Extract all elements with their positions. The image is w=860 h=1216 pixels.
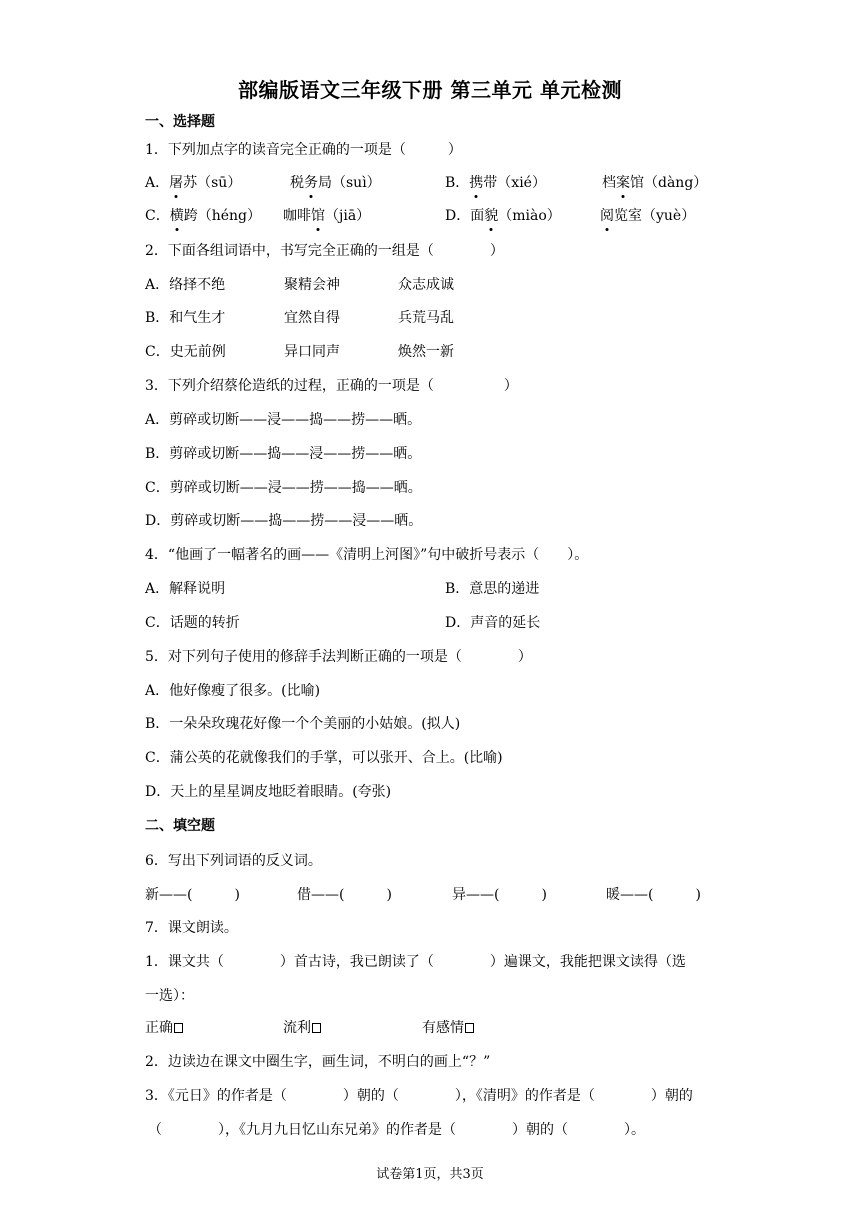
antonym-blank: 新——( ) <box>145 887 240 903</box>
question-5-stem: 5．对下列句子使用的修辞手法判断正确的一项是（ ） <box>145 649 532 665</box>
question-4-stem: 4．“他画了一幅著名的画——《清明上河图》”句中破折号表示（ ）。 <box>145 547 589 563</box>
question-3-stem: 3．下列介绍蔡伦造纸的过程，正确的一项是（ ） <box>145 378 518 394</box>
question-7-sub3-line2: （ ），《九月九日忆山东兄弟》的作者是（ ）朝的（ ）。 <box>148 1122 645 1138</box>
option-1b-part2: 档案馆（dàng） <box>602 175 708 191</box>
word: A．络择不绝 <box>145 277 226 293</box>
option-1c-part2: 咖啡馆（jiā） <box>283 208 371 224</box>
word: C．史无前例 <box>145 344 226 360</box>
section-heading-fill: 二、填空题 <box>145 818 215 834</box>
word: 兵荒马乱 <box>398 310 454 326</box>
question-3-option-a: A．剪碎或切断——浸——捣——捞——晒。 <box>145 412 422 428</box>
question-7-sub2: 2．边读边在课文中圈生字，画生词，不明白的画上“？” <box>145 1054 491 1070</box>
question-5-option-b: B．一朵朵玫瑰花好像一个个美丽的小姑娘。(拟人) <box>145 716 461 732</box>
option-4a: A．解释说明 <box>145 581 226 597</box>
checkbox-icon[interactable] <box>174 1023 183 1033</box>
question-7-sub3-line1: 3．《元日》的作者是（ ）朝的（ ），《清明》的作者是（ ）朝的 <box>145 1088 693 1104</box>
question-4-row-ab <box>145 579 745 599</box>
question-1-stem: 1．下列加点字的读音完全正确的一项是（ ） <box>145 142 462 158</box>
antonym-blank: 暖——( ) <box>606 887 701 903</box>
word: 异口同声 <box>284 344 340 360</box>
question-6-items <box>145 885 725 905</box>
dotted-char: 案 <box>616 175 630 191</box>
question-1-row-ab <box>145 173 745 193</box>
option-1d-part2: 阅览室（yuè） <box>600 208 696 224</box>
option-4d: D．声音的延长 <box>445 615 541 631</box>
word: 焕然一新 <box>398 344 454 360</box>
question-1-row-cd <box>145 206 745 226</box>
question-3-option-d: D．剪碎或切断——捣——捞——浸——晒。 <box>145 513 423 529</box>
question-3-option-c: C．剪碎或切断——浸——捞——捣——晒。 <box>145 480 422 496</box>
checkbox-icon[interactable] <box>465 1023 474 1033</box>
checkbox-icon[interactable] <box>312 1023 321 1033</box>
antonym-blank: 借——( ) <box>297 887 392 903</box>
question-3-option-b: B．剪碎或切断——捣——浸——捞——晒。 <box>145 446 422 462</box>
question-7-sub1-line2: 一选）： <box>145 988 194 1004</box>
question-7-stem: 7．课文朗读。 <box>145 920 238 936</box>
choice-correct[interactable]: 正确 <box>145 1020 183 1036</box>
dotted-char: 貌 <box>484 208 499 224</box>
antonym-blank: 异——( ) <box>452 887 547 903</box>
option-1c-part1: C．横跨（héng） <box>145 208 261 224</box>
question-7-sub1-line1: 1．课文共（ ）首古诗，我已朗读了（ ）遍课文，我能把课文读得（选 <box>145 954 686 970</box>
dotted-char: 馆 <box>311 208 325 224</box>
option-4b: B．意思的递进 <box>445 581 540 597</box>
word: B．和气生才 <box>145 310 226 326</box>
dotted-char: 阅 <box>600 208 614 224</box>
dotted-char: 携 <box>469 175 484 191</box>
option-1a-part2: 税务局（suì） <box>290 175 381 191</box>
question-5-option-c: C．蒲公英的花就像我们的手掌，可以张开、合上。(比喻) <box>145 750 503 766</box>
option-1d-part1: D．面貌（miào） <box>445 208 561 224</box>
question-2-option-b <box>145 308 645 328</box>
question-5-option-d: D．天上的星星调皮地眨着眼睛。(夸张) <box>145 784 392 800</box>
choice-emotional[interactable]: 有感情 <box>422 1018 474 1038</box>
section-heading-choice: 一、选择题 <box>145 114 215 130</box>
question-4-row-cd <box>145 613 745 633</box>
option-4c: C．话题的转折 <box>145 615 240 631</box>
word: 众志成诚 <box>398 277 454 293</box>
question-2-option-c <box>145 342 645 362</box>
word: 聚精会神 <box>284 277 340 293</box>
dotted-char: 横 <box>169 208 184 224</box>
word: 宜然自得 <box>284 310 340 326</box>
choice-fluent[interactable]: 流利 <box>283 1018 321 1038</box>
question-2-stem: 2．下面各组词语中，书写完全正确的一组是（ ） <box>145 243 504 259</box>
dotted-char: 务 <box>304 175 318 191</box>
dotted-char: 屠 <box>169 175 184 191</box>
page-footer: 试卷第1页，共3页 <box>376 1167 484 1182</box>
question-7-choices <box>145 1018 545 1038</box>
option-1a-part1: A．屠苏（sū） <box>145 175 242 191</box>
page-title: 部编版语文三年级下册 第三单元 单元检测 <box>238 78 622 102</box>
question-6-stem: 6．写出下列词语的反义词。 <box>145 853 322 869</box>
question-2-option-a <box>145 275 645 295</box>
question-5-option-a: A．他好像瘦了很多。(比喻) <box>145 683 321 699</box>
option-1b-part1: B．携带（xié） <box>445 175 546 191</box>
